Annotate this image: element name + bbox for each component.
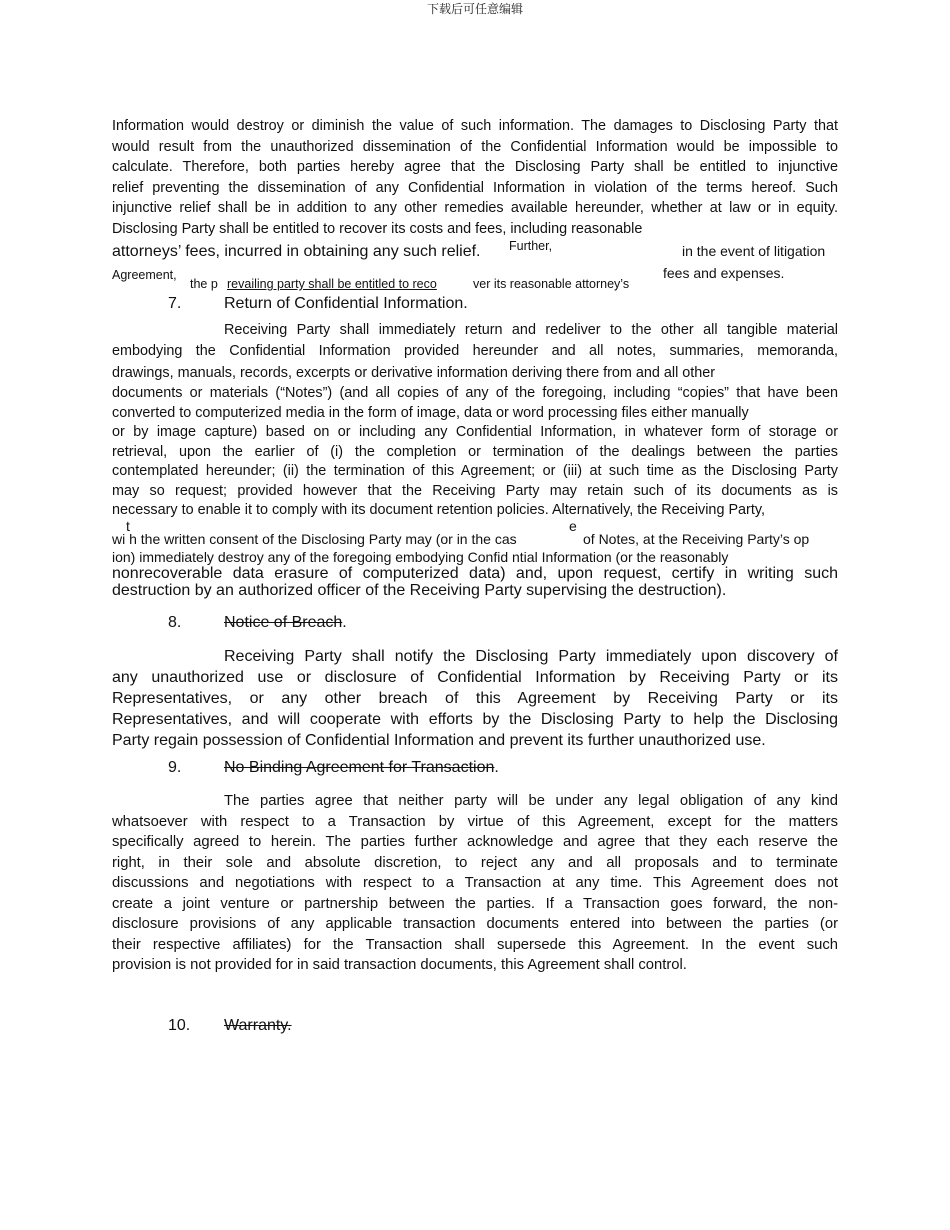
- intro-line-1: Information would destroy or diminish the value of such information. The damages to Disclosing Party that: [112, 118, 838, 134]
- section-8-number: 8.: [168, 614, 182, 631]
- section-7-tail-line-1: nonrecoverable data erasure of computerized data) and, upon request, certify in writing such: [112, 565, 838, 582]
- intro-line-6: Disclosing Party shall be entitled to recover its costs and fees, including reasonable: [112, 220, 643, 237]
- section-7-line-12: ion) immediately destroy any of the foregoing embodying Confid ntial Information (or the reasonably: [112, 549, 729, 565]
- section-7-line-5: converted to computerized media in the form of image, data or word processing files either manually: [112, 405, 749, 421]
- section-10-title: Warranty.: [224, 1017, 292, 1034]
- section-9-number: 9.: [168, 759, 182, 776]
- section-9-line-7: disclosure provisions of any applicable transaction documents entered into between the parties (or: [112, 916, 838, 932]
- section-7-title: Return of Confidential Information.: [224, 295, 468, 312]
- section-9-line-6: create a joint venture or partnership between the parties. If a Transaction goes forward, the non-: [112, 895, 838, 912]
- section-9-line-5: discussions and negotiations with respect to a Transaction at any time. This Agreement does not: [112, 875, 838, 891]
- section-8-body: [112, 646, 838, 751]
- section-8-title: Notice of Breach: [224, 614, 343, 631]
- section-7-frag-t: t: [126, 518, 130, 534]
- intro-line-5: injunctive relief shall be in addition to any other remedies available hereunder, whether at law or in equity.: [112, 200, 838, 217]
- section-8-line-3: Representatives, or any other breach of this Agreement by Receiving Party or its: [112, 690, 838, 707]
- section-7-line-2: embodying the Confidential Information provided hereunder and all notes, summaries, memoranda,: [112, 343, 838, 359]
- intro-line-7b: Further,: [509, 239, 553, 253]
- intro-line-3: calculate. Therefore, both parties hereby agree that the Disclosing Party shall be entitled to injunctive: [112, 159, 838, 176]
- section-7-line-11a: wi h the written consent of the Disclosing Party may (or in the cas: [112, 531, 517, 547]
- intro-line-7c: in the event of litigation: [682, 243, 826, 259]
- intro-line-8a: Agreement,: [112, 268, 177, 282]
- section-7-tail-line-2: destruction by an authorized officer of the Receiving Party supervising the destruction).: [112, 582, 727, 599]
- section-8-title-wrap: [224, 614, 347, 632]
- section-9-title-wrap: [224, 759, 499, 777]
- intro-line-8e: fees and expenses.: [663, 265, 785, 281]
- section-7-body: [112, 319, 838, 521]
- section-7-line-9: may so request; provided however that the Receiving Party may retain such of its documents as is: [112, 482, 838, 499]
- section-7-line-4: documents or materials (“Notes”) (and all copies of any of the foregoing, including “copies” that have been: [112, 385, 838, 401]
- section-7-number: 7.: [168, 295, 182, 312]
- intro-line-7a: attorneys’ fees, incurred in obtaining any such relief.: [112, 243, 481, 260]
- section-9-line-2: whatsoever with respect to a Transaction by virtue of this Agreement, except for the matters: [112, 813, 838, 830]
- section-9-line-9: provision is not provided for in said transaction documents, this Agreement shall control.: [112, 957, 687, 973]
- section-7-line-6: or by image capture) based on or including any Confidential Information, in whatever form of storage or: [112, 424, 838, 440]
- section-8-line-2: any unauthorized use or disclosure of Confidential Information by Receiving Party or its: [112, 669, 838, 686]
- section-7-line-3: drawings, manuals, records, excerpts or derivative information deriving there from and all other: [112, 365, 716, 381]
- section-7-line-1: Receiving Party shall immediately return and redeliver to the other all tangible material: [224, 322, 838, 338]
- intro-line-2: would result from the unauthorized dissemination of the Confidential Information would be impossible to: [112, 138, 838, 155]
- section-7-line-10: necessary to enable it to comply with its document retention policies. Alternatively, the Receiving Party,: [112, 502, 765, 518]
- section-7-line-7: retrieval, upon the earlier of (i) the completion or termination of the dealings between the parties: [112, 443, 838, 460]
- section-9-line-3: specifically agreed to herein. The parties further acknowledge and agree that they each reserve the: [112, 834, 838, 850]
- section-9-title: No Binding Agreement for Transaction: [224, 759, 495, 776]
- section-8-line-4: Representatives, and will cooperate with efforts by the Disclosing Party to help the Disclosing: [112, 711, 838, 728]
- top-banner: 下载后可任意编辑: [426, 2, 523, 16]
- section-7-tail: [112, 565, 838, 599]
- section-9-title-suffix: .: [494, 759, 499, 776]
- section-9-line-4: right, in their sole and absolute discretion, to reject any and all proposals and to terminate: [112, 854, 838, 871]
- section-9-line-8: their respective affiliates) for the Transaction shall supersede this Agreement. In the event such: [112, 936, 838, 953]
- section-7-line-11b: of Notes, at the Receiving Party’s op: [583, 531, 810, 547]
- intro-paragraph: [112, 116, 838, 240]
- intro-line-8d: ver its reasonable attorney’s: [473, 277, 630, 291]
- intro-line-4: relief preventing the dissemination of any Confidential Information in violation of the terms hereof. Such: [112, 179, 838, 196]
- section-9-body: [112, 791, 838, 976]
- intro-line-8c: revailing party shall be entitled to reco: [227, 277, 437, 291]
- section-8-line-5: Party regain possession of Confidential Information and prevent its further unauthorized use.: [112, 732, 766, 749]
- section-9-line-1: The parties agree that neither party will be under any legal obligation of any kind: [224, 793, 838, 809]
- section-8-title-suffix: .: [342, 614, 347, 631]
- intro-line-8b: the p: [190, 277, 218, 291]
- section-8-line-1: Receiving Party shall notify the Disclosing Party immediately upon discovery of: [224, 648, 838, 665]
- section-7-line-8: contemplated hereunder; (ii) the termination of this Agreement; or (iii) at such time as the Disclosing Party: [112, 463, 838, 479]
- section-10-number: 10.: [168, 1017, 191, 1034]
- section-7-frag-e: e: [569, 518, 577, 534]
